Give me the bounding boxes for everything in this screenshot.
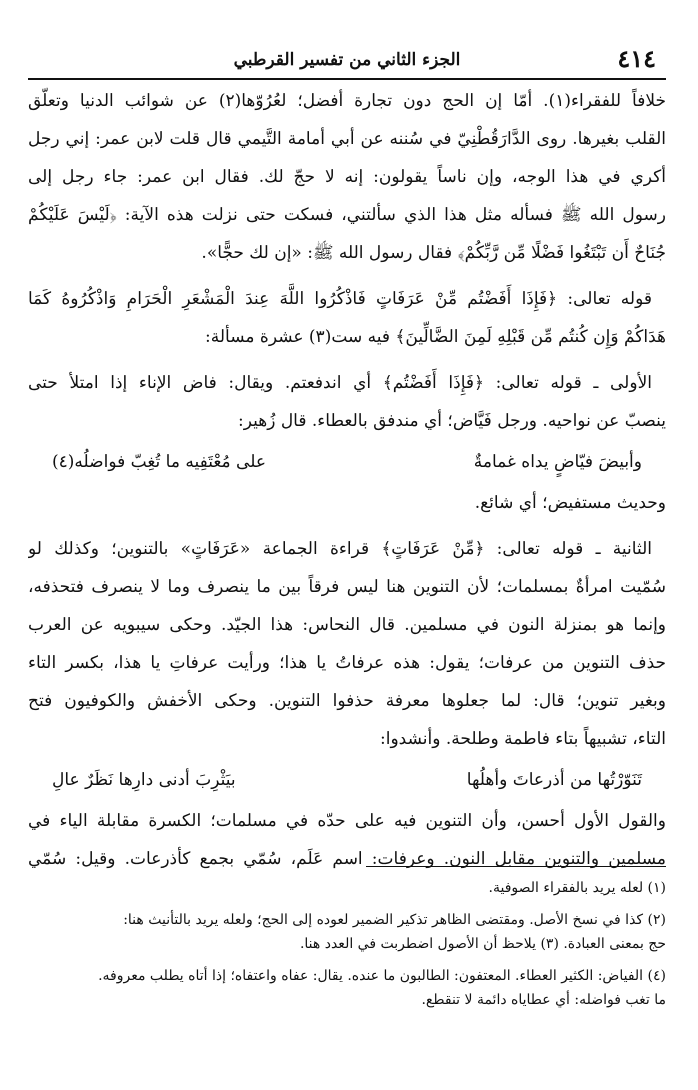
text-line: سُمّيت امرأةٌ بمسلمات؛ لأن التنوين هنا ليس فرقاً بين ما ينصرف وما لا ينصرف فتحذفه،	[28, 577, 666, 597]
text-line: والقول الأول أحسن، وأن التنوين فيه على حدّه في مسلمات؛ الكسرة مقابلة الياء في	[28, 811, 666, 831]
verse-second-hemistich: على مُعْتَفِيه ما تُغِبّ فواضلُه(٤)	[52, 452, 266, 472]
text-line: أكري في هذا الوجه، وإن ناساً يقولون: إنه لا حجّ لك. فقال ابن عمر: جاء رجل إلى	[28, 167, 666, 187]
text-line: حذف التنوين من عرفات؛ يقول: هذه عرفاتُ يا هذا؛ ورأيت عرفاتِ يا هذا، بكسر التاء	[28, 653, 666, 673]
text-line: مسلمين والتنوين مقابل النون. وعرفات: اسم عَلَم، سُمّي بجمع كأذرعات. وقيل: سُمّي	[28, 849, 666, 869]
poetry-verse	[28, 758, 666, 802]
page-number: ٤١٤	[617, 44, 656, 73]
running-title: الجزء الثاني من تفسير القرطبي	[233, 50, 461, 70]
verse-second-hemistich: بيَثْرِبَ أدنى دارِها نَظَرٌ عالِ	[52, 770, 236, 790]
footnote-divider	[366, 866, 666, 867]
footnote: (١) لعله يريد بالفقراء الصوفية.	[488, 880, 666, 896]
verse-first-hemistich: وأبيضَ فيّاضٍ يداه غمامةٌ	[473, 452, 642, 472]
text-line: وبغير تنوين؛ قال: لما جعلوها معرفة حذفوا التنوين. وحكى الأخفش والكوفيون فتح	[28, 691, 666, 711]
text-line: جُنَاحٌ أَن تَبْتَغُوا فَضْلًا مِّن رَّبِّكُمْ﴾ فقال رسول الله ﷺ: «إن لك حجًّا».	[201, 243, 666, 263]
text-line: ينصبّ عن نواحيه. ورجل فَيَّاض؛ أي مندفق بالعطاء. قال زُهير:	[238, 411, 666, 431]
text-line: رسول الله ﷺ فسأله مثل هذا الذي سألتني، فسكت حتى نزلت هذه الآية: ﴿لَيْسَ عَلَيْكُمْ	[28, 205, 666, 225]
poetry-verse	[28, 440, 666, 484]
text-line: وحديث مستفيض؛ أي شائع.	[474, 493, 666, 513]
text-line: هَدَاكُمْ وَإِن كُنتُم مِّن قَبْلِهِ لَمِنَ الضَّالِّينَ﴾ فيه ست(٣) عشرة مسألة:	[205, 327, 666, 347]
text-line: التاء، تشبيهاً بتاء فاطمة وطلحة. وأنشدوا:	[380, 729, 666, 749]
footnote: ما تغب فواضله: أي عطاياه دائمة لا تنقطع.	[421, 992, 666, 1008]
text-line: قوله تعالى: ﴿فَإِذَا أَفَضْتُم مِّنْ عَرَفَاتٍ فَاذْكُرُوا اللَّهَ عِندَ الْمَشْعَرِ الْحَرَامِ وَاذْكُرُوهُ كَمَا	[28, 289, 652, 309]
footnote: (٢) كذا في نسخ الأصل. ومقتضى الظاهر تذكير الضمير لعوده إلى الحج؛ ولعله يريد بالتأنيث هنا:	[123, 912, 666, 928]
text-line: وإنما هو بمنزلة النون في مسلمين. قال النحاس: هذا الجيّد. وحكى سيبويه عن العرب	[28, 615, 666, 635]
main-text	[28, 82, 666, 878]
text-line: الثانية ـ قوله تعالى: ﴿مِّنْ عَرَفَاتٍ﴾ قراءة الجماعة «عَرَفَاتٍ» بالتنوين؛ وكذلك لو	[28, 539, 652, 559]
text-line: خلافاً للفقراء(١). أمّا إن الحج دون تجارة أفضل؛ لعُرُوّها(٢) عن شوائب الدنيا وتعلّق	[28, 91, 666, 111]
footnote: حج بمعنى العبادة. (٣) يلاحظ أن الأصول اضطربت في العدد هنا.	[299, 936, 666, 952]
text-line: الأولى ـ قوله تعالى: ﴿فَإِذَا أَفَضْتُم﴾ أي اندفعتم. ويقال: فاض الإناء إذا امتلأ حتى	[28, 373, 652, 393]
page-header	[28, 44, 666, 80]
text-line: القلب بغيرها. روى الدَّارَقُطْنِيّ في سُننه عن أبي أمامة التَّيمي قال قلت لابن عمر: إني رجل	[28, 129, 666, 149]
footnote: (٤) الفياض: الكثير العطاء. المعتفون: الطالبون ما عنده. يقال: عفاه واعتفاه؛ إذا أتاه يطلب معروفه.	[98, 968, 666, 984]
footnotes	[28, 876, 666, 1012]
verse-first-hemistich: تَنَوّرْتُها من أذرعاتَ وأهلُها	[466, 770, 642, 790]
